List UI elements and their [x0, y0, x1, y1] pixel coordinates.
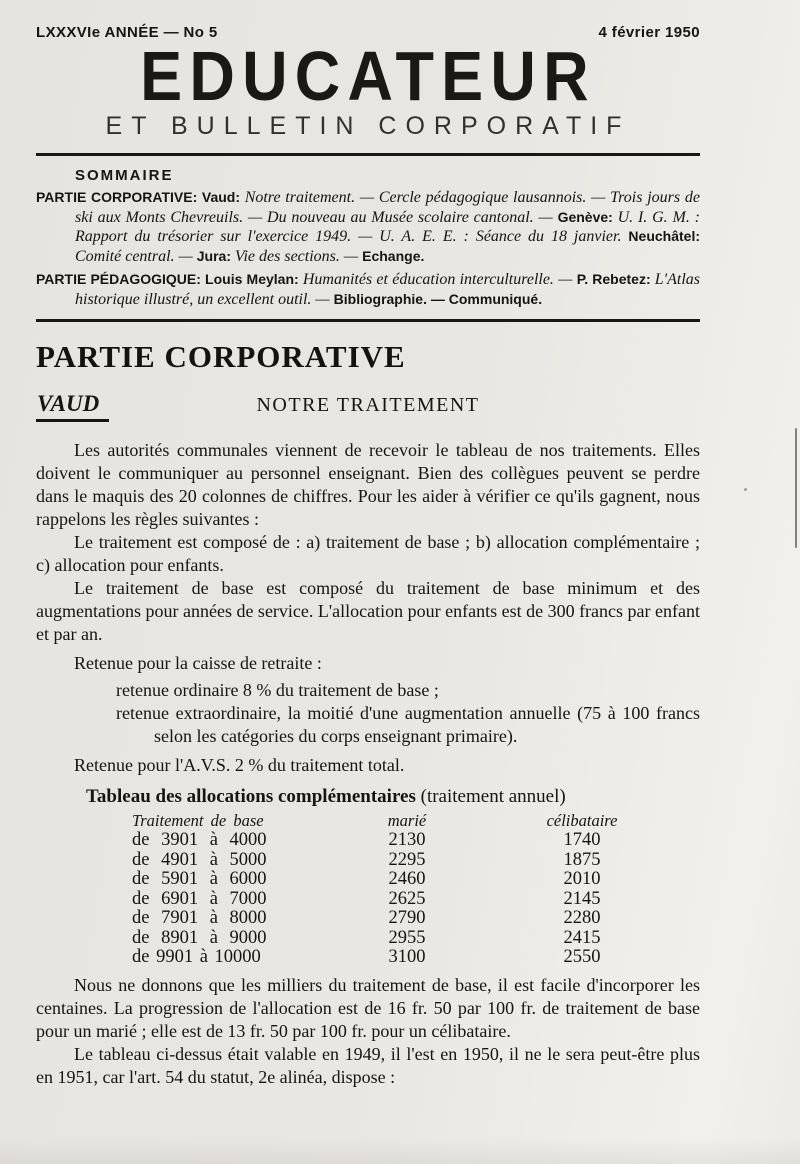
table-row	[36, 870, 700, 890]
paragraph: Nous ne donnons que les milliers du traitement de base, il est facile d'incorporer les centaines. La progression de l'allocation est de 16 fr. 50 par 100 fr. de traitement de base pour un marié ; elle est de 13 fr. 50 par 100 fr. pour un célibataire.	[36, 974, 700, 1041]
table-cell: de 5901 à 6000	[132, 869, 267, 890]
sommaire-heading: SOMMAIRE	[75, 167, 174, 184]
allocations-table	[36, 811, 700, 968]
sommaire-label: PARTIE CORPORATIVE: Vaud:	[36, 189, 245, 205]
scan-artifact-speck	[744, 488, 747, 491]
sommaire-titles: U. I. G. M. : Rapport du trésorier sur l'exercice 1949. — U. A. E. E. : Séance du 18 janvier.	[75, 208, 701, 245]
table-cell: 2010	[563, 869, 601, 890]
table-row	[36, 948, 700, 968]
table-cell: 3100	[388, 947, 426, 968]
table-cell: 2550	[563, 947, 601, 968]
table-row	[36, 851, 700, 871]
journal-subtitle: ET BULLETIN CORPORATIF	[105, 111, 631, 140]
sommaire-label: P. Rebetez:	[576, 271, 655, 287]
paragraph: Le traitement est composé de : a) traitement de base ; b) allocation complémentaire ; c) allocation pour enfants.	[36, 532, 700, 576]
table-cell: 2280	[563, 908, 601, 929]
table-header-row	[36, 811, 700, 831]
column-header: Traitement de base	[132, 811, 264, 831]
sommaire-label: PARTIE PÉDAGOGIQUE: Louis Meylan:	[36, 271, 303, 287]
issue-date: 4 février 1950	[598, 24, 700, 41]
sommaire-titles: L'Atlas historique illustré, un excellent outil. —	[75, 271, 700, 308]
scan-artifact-line	[795, 428, 797, 548]
table-cell: 2460	[388, 869, 426, 890]
retenue-avs: Retenue pour l'A.V.S. 2 % du traitement total.	[74, 755, 405, 776]
sommaire-label: Echange.	[362, 247, 425, 264]
sommaire-section	[36, 167, 700, 309]
journal-title: EDUCATEUR	[140, 37, 596, 115]
table-cell: de 6901 à 7000	[132, 888, 267, 909]
table-cell: 1740	[563, 830, 601, 851]
table-cell: 2955	[388, 927, 426, 948]
table-title	[36, 785, 700, 809]
paragraph: Le traitement de base est composé du traitement de base minimum et des augmentations pour années de service. L'allocation pour enfants est de 300 francs par enfant et par an.	[36, 578, 700, 645]
table-title-bold: Tableau des allocations complémentaires	[86, 786, 416, 808]
sommaire-label: Bibliographie. — Communiqué.	[333, 290, 543, 307]
column-header: marié	[387, 811, 427, 831]
masthead	[36, 0, 700, 41]
table-cell: 2145	[563, 888, 601, 909]
article-title: NOTRE TRAITEMENT	[256, 394, 480, 417]
retenue-item: retenue extraordinaire, la moitié d'une augmentation annuelle (75 à 100 francs selon les catégories du corps enseignant primaire).	[116, 703, 700, 747]
table-cell: de 7901 à 8000	[132, 908, 267, 929]
page-content	[36, 0, 700, 1089]
sommaire-titles: Vie des sections. —	[234, 247, 363, 265]
issue-number: LXXXVIe ANNÉE — No 5	[36, 24, 218, 41]
sommaire-label: Neuchâtel:	[628, 228, 700, 244]
sommaire-titles: Comité central. —	[75, 247, 197, 265]
table-cell: 2790	[388, 908, 426, 929]
sommaire-entry-corporative	[36, 188, 700, 266]
paragraph: Le tableau ci-dessus était valable en 1949, il l'est en 1950, il ne le sera peut-être plus en 1951, car l'art. 54 du statut, 2e alinéa, dispose :	[36, 1043, 700, 1087]
table-title-note: (traitement annuel)	[420, 786, 566, 808]
section-heading: PARTIE CORPORATIVE	[36, 339, 406, 374]
table-cell: 2625	[388, 888, 426, 909]
table-cell: 2295	[388, 849, 426, 870]
column-header: célibataire	[546, 811, 618, 831]
retenue-intro: Retenue pour la caisse de retraite :	[74, 653, 322, 674]
region-label: VAUD	[36, 391, 109, 422]
sommaire-label: Genève:	[557, 208, 618, 225]
table-cell: 2415	[563, 927, 601, 948]
paragraph: Les autorités communales viennent de recevoir le tableau de nos traitements. Elles doivent le communiquer au personnel enseignant. Bien des collègues peuvent se perdre dans le maquis des 20 colonnes de chiffres. Pour les aider à vérifier ce qu'ils gagnent, nous rappelons les règles suivantes :	[36, 440, 700, 530]
sommaire-titles: Notre traitement. — Cercle pédagogique lausannois. — Trois jours de ski aux Monts Chevreuils. — Du nouveau au Musée scolaire cantonal. —	[75, 189, 701, 226]
table-cell: de 4901 à 5000	[132, 849, 267, 870]
table-cell: de 3901 à 4000	[132, 830, 267, 851]
horizontal-rule-bottom	[36, 319, 700, 322]
sommaire-entry-pedagogique	[36, 270, 700, 309]
sommaire-titles: Humanités et éducation interculturelle. —	[302, 271, 577, 288]
table-row	[36, 890, 700, 910]
table-row	[36, 831, 700, 851]
horizontal-rule-top	[36, 153, 700, 156]
article-head	[36, 391, 700, 425]
table-cell: de 8901 à 9000	[132, 927, 267, 948]
retenue-item: retenue ordinaire 8 % du traitement de base ;	[116, 680, 439, 701]
table-row	[36, 929, 700, 949]
sommaire-label: Jura:	[196, 247, 235, 264]
table-cell: 2130	[388, 830, 426, 851]
table-row	[36, 909, 700, 929]
table-cell: de 9901 à 10000	[132, 947, 261, 968]
table-cell: 1875	[563, 849, 601, 870]
